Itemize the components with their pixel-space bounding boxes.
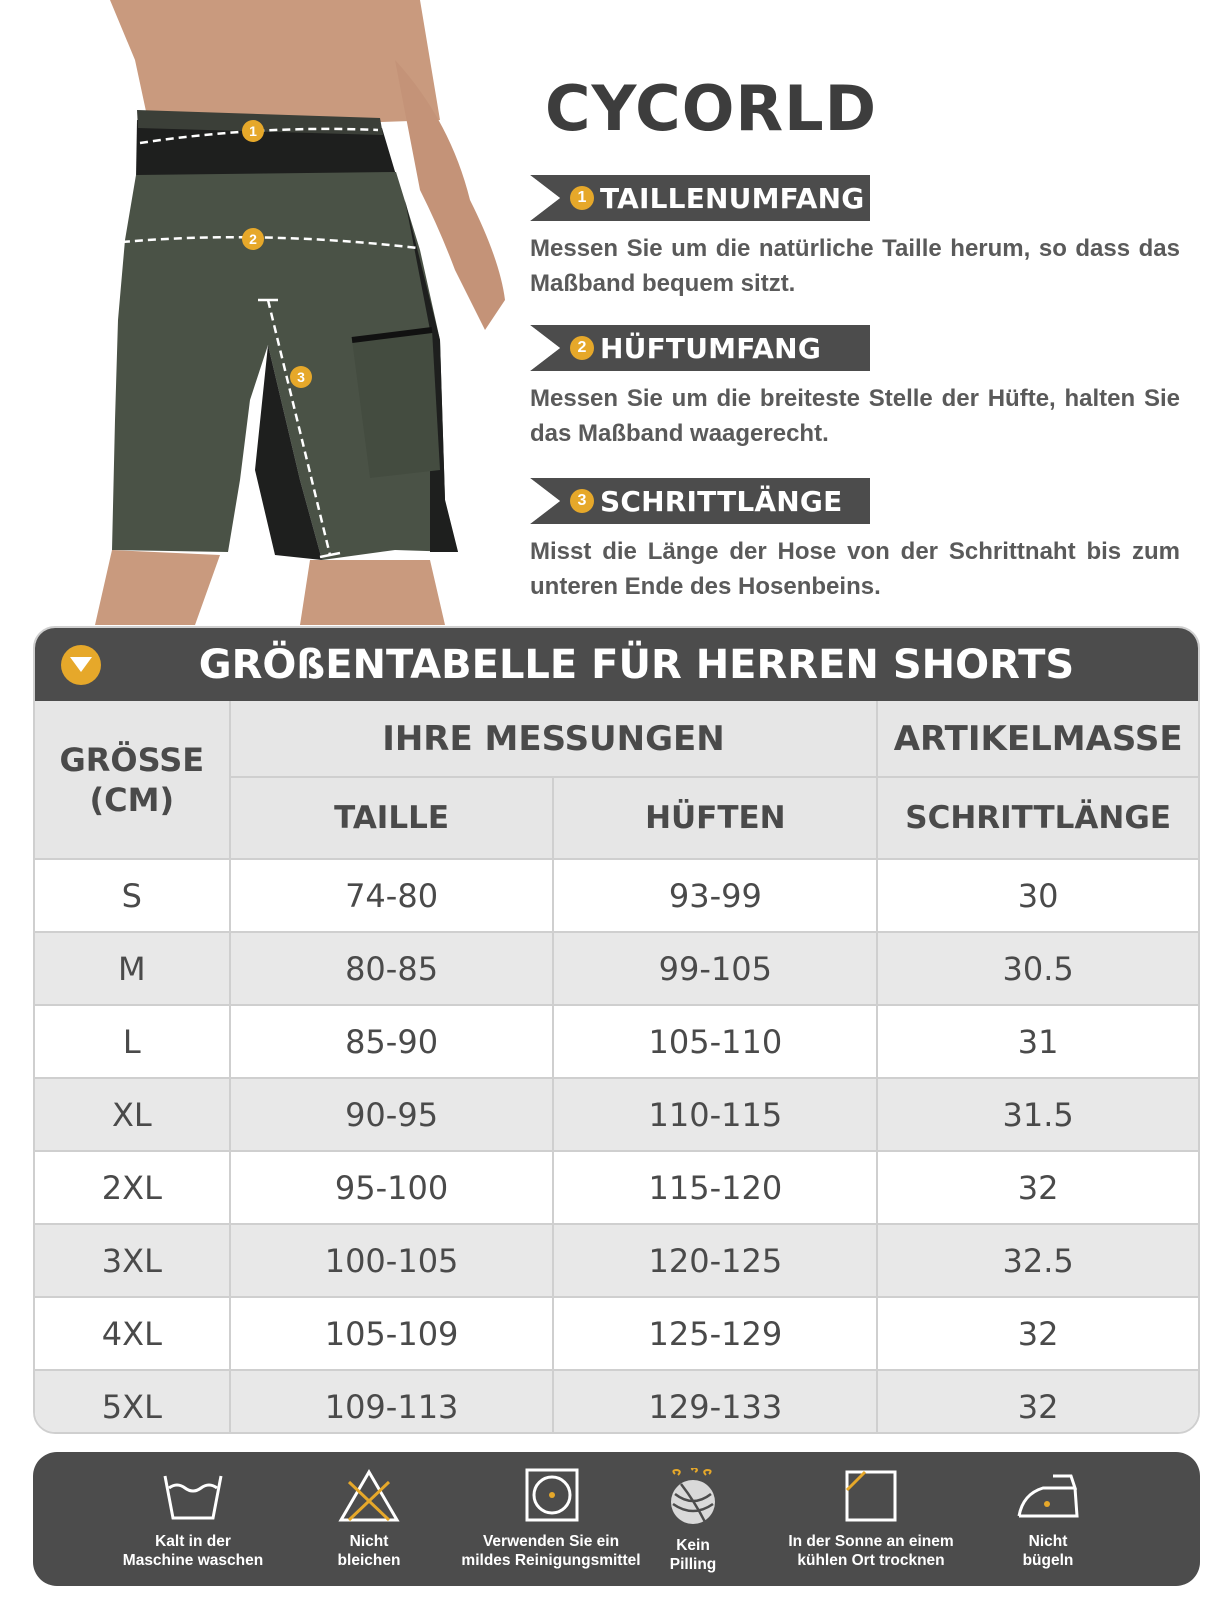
hips-cell: 93-99 <box>553 859 877 932</box>
care-instructions <box>33 1452 1200 1586</box>
group-header-article: ARTIKELMASSE <box>877 701 1198 777</box>
hips-column-header: HÜFTEN <box>553 777 877 859</box>
wash-cold-icon <box>161 1468 225 1524</box>
care-label: Verwenden Sie ein mildes Reinigungsmittel <box>461 1533 641 1569</box>
care-item-bleach <box>269 1468 469 1570</box>
waist-cell: 90-95 <box>230 1078 554 1151</box>
brand-logo: CYCORLD <box>545 72 878 145</box>
table-row <box>35 859 1198 932</box>
measurement-title: SCHRITTLÄNGE <box>600 485 843 518</box>
care-label: Nicht bügeln <box>1022 1533 1074 1569</box>
table-row <box>35 1078 1198 1151</box>
hips-cell: 125-129 <box>553 1297 877 1370</box>
measurement-number: 2 <box>570 336 594 360</box>
care-label: Kein Pilling <box>669 1537 717 1573</box>
care-item-pilling <box>593 1468 793 1574</box>
measurement-waist <box>530 175 1180 301</box>
size-chart-title: GRÖßENTABELLE FÜR HERREN SHORTS <box>198 642 1075 688</box>
measurement-title: HÜFTUMFANG <box>600 332 821 365</box>
inseam-cell: 30 <box>877 859 1198 932</box>
marker-hip: 2 <box>242 228 264 250</box>
waist-cell: 74-80 <box>230 859 554 932</box>
table-row <box>35 1005 1198 1078</box>
measurement-number: 3 <box>570 489 594 513</box>
waist-cell: 105-109 <box>230 1297 554 1370</box>
dry-shade-icon <box>839 1468 903 1524</box>
measurement-number: 1 <box>570 186 594 210</box>
size-cell: 5XL <box>35 1370 230 1434</box>
size-chart <box>33 626 1200 1434</box>
table-row <box>35 1297 1198 1370</box>
size-table <box>35 701 1198 1434</box>
size-cell: 3XL <box>35 1224 230 1297</box>
table-row <box>35 1370 1198 1434</box>
measurement-inseam <box>530 478 1180 604</box>
inseam-cell: 31 <box>877 1005 1198 1078</box>
no-bleach-icon <box>337 1468 401 1524</box>
waist-cell: 95-100 <box>230 1151 554 1224</box>
hips-cell: 105-110 <box>553 1005 877 1078</box>
measurement-description: Messen Sie um die breiteste Stelle der Hüfte, halten Sie das Maßband waagerecht. <box>530 385 1180 447</box>
care-item-wash <box>93 1468 293 1570</box>
size-cell: 4XL <box>35 1297 230 1370</box>
waist-cell: 85-90 <box>230 1005 554 1078</box>
care-item-dry <box>771 1468 971 1570</box>
group-header-measurements: IHRE MESSUNGEN <box>230 701 878 777</box>
size-cell: L <box>35 1005 230 1078</box>
care-label: In der Sonne an einem kühlen Ort trocknen <box>788 1533 954 1569</box>
waist-cell: 100-105 <box>230 1224 554 1297</box>
inseam-cell: 31.5 <box>877 1078 1198 1151</box>
inseam-cell: 32.5 <box>877 1224 1198 1297</box>
hips-cell: 110-115 <box>553 1078 877 1151</box>
waist-column-header: TAILLE <box>230 777 554 859</box>
measurement-label <box>530 175 870 221</box>
hips-cell: 99-105 <box>553 932 877 1005</box>
product-photo <box>0 0 520 625</box>
no-pilling-icon <box>661 1468 725 1528</box>
inseam-cell: 32 <box>877 1151 1198 1224</box>
size-column-header <box>35 701 230 859</box>
marker-inseam: 3 <box>290 366 312 388</box>
marker-waist: 1 <box>242 120 264 142</box>
measurement-label <box>530 478 870 524</box>
size-cell: 2XL <box>35 1151 230 1224</box>
size-cell: M <box>35 932 230 1005</box>
inseam-column-header: SCHRITTLÄNGE <box>877 777 1198 859</box>
table-row <box>35 932 1198 1005</box>
inseam-cell: 32 <box>877 1297 1198 1370</box>
waist-cell: 109-113 <box>230 1370 554 1434</box>
table-row <box>35 1224 1198 1297</box>
table-row <box>35 1151 1198 1224</box>
measurement-description: Misst die Länge der Hose von der Schrittnaht bis zum unteren Ende des Hosenbeins. <box>530 538 1180 600</box>
measurement-description: Messen Sie um die natürliche Taille herum, so dass das Maßband bequem sitzt. <box>530 235 1180 297</box>
hips-cell: 115-120 <box>553 1151 877 1224</box>
size-chart-header <box>35 628 1198 701</box>
size-cell: XL <box>35 1078 230 1151</box>
inseam-cell: 32 <box>877 1370 1198 1434</box>
no-iron-icon <box>1013 1468 1083 1524</box>
care-item-iron <box>948 1468 1148 1570</box>
care-label: Kalt in der Maschine waschen <box>122 1533 264 1569</box>
hips-cell: 120-125 <box>553 1224 877 1297</box>
measurement-title: TAILLENUMFANG <box>600 182 865 215</box>
measurement-label <box>530 325 870 371</box>
measurement-hips <box>530 325 1180 451</box>
waist-cell: 80-85 <box>230 932 554 1005</box>
size-cell: S <box>35 859 230 932</box>
care-label: Nicht bleichen <box>337 1533 401 1569</box>
hips-cell: 129-133 <box>553 1370 877 1434</box>
mild-detergent-icon <box>519 1468 583 1524</box>
size-header-line2: (CM) <box>89 780 175 819</box>
inseam-cell: 30.5 <box>877 932 1198 1005</box>
size-header-line1: GRÖSSE <box>59 740 205 779</box>
